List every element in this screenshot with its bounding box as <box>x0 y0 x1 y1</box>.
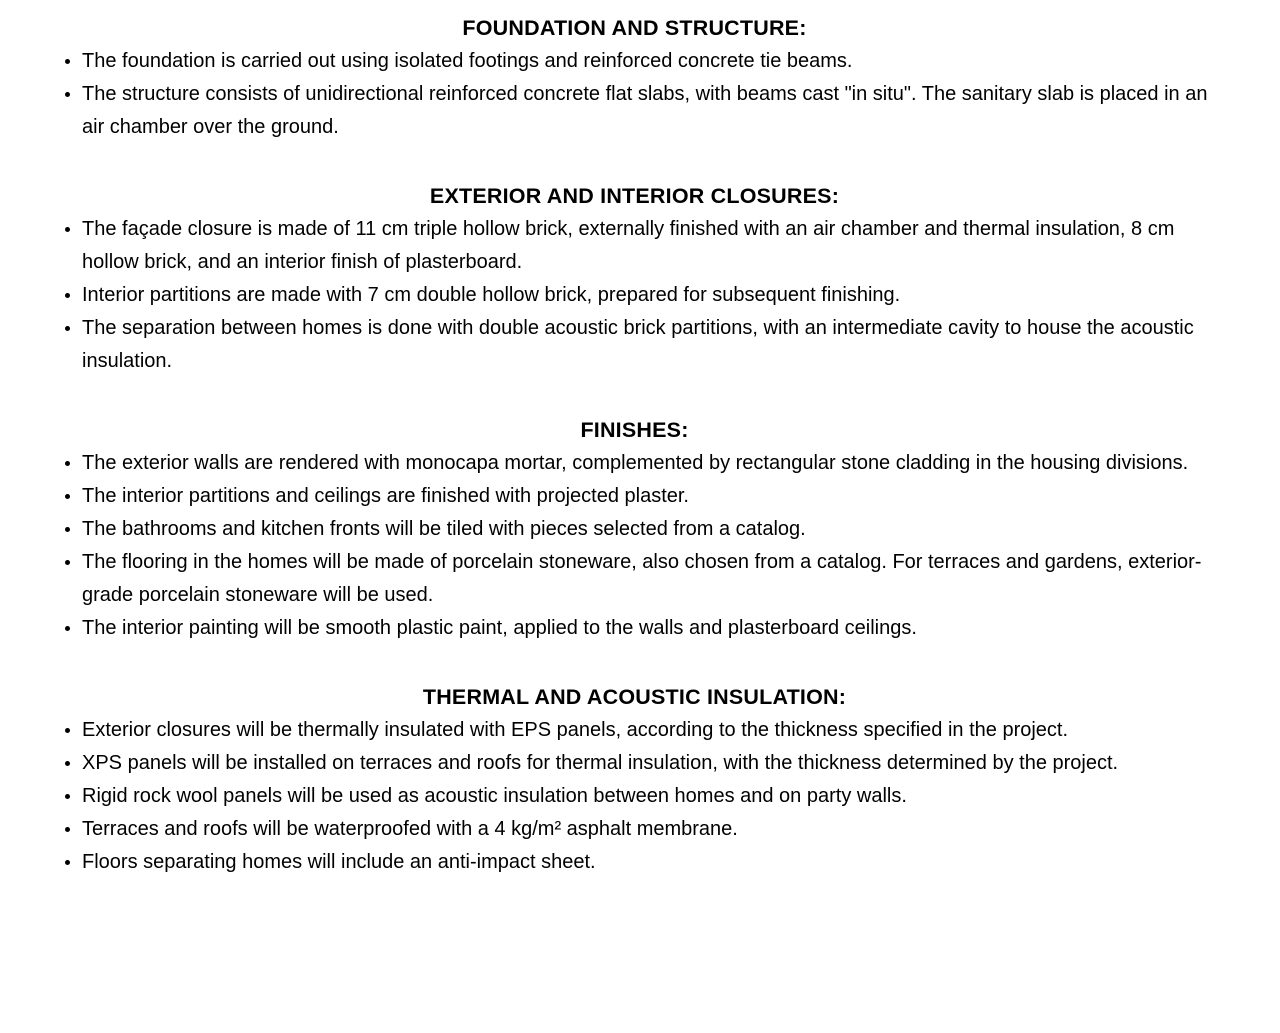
bullet-icon <box>65 326 70 331</box>
list-item <box>55 846 1214 879</box>
document-section <box>55 12 1214 144</box>
section-heading: THERMAL AND ACOUSTIC INSULATION: <box>422 685 847 709</box>
bullet-icon <box>65 494 70 499</box>
bullet-icon <box>65 560 70 565</box>
list-item <box>55 780 1214 813</box>
section-heading: FINISHES: <box>580 418 689 442</box>
bullet-text: The foundation is carried out using isolated footings and reinforced concrete tie beams. <box>82 50 853 72</box>
bullet-text: The flooring in the homes will be made of porcelain stoneware, also chosen from a catalog. For terraces and gardens, exterior-grade porcelain stoneware will be used. <box>82 551 1202 606</box>
bullet-text: Rigid rock wool panels will be used as acoustic insulation between homes and on party walls. <box>82 785 907 807</box>
bullet-text: The separation between homes is done with double acoustic brick partitions, with an intermediate cavity to house the acoustic insulation. <box>82 317 1194 372</box>
list-item <box>55 513 1214 546</box>
list-item <box>55 813 1214 846</box>
bullet-text: The interior partitions and ceilings are finished with projected plaster. <box>82 485 689 507</box>
bullet-text: The façade closure is made of 11 cm triple hollow brick, externally finished with an air chamber and thermal insulation, 8 cm hollow brick, and an interior finish of plasterboard. <box>82 218 1175 273</box>
document-section <box>55 180 1214 378</box>
bullet-icon <box>65 794 70 799</box>
bullet-text: Exterior closures will be thermally insulated with EPS panels, according to the thickness specified in the project. <box>82 719 1069 741</box>
bullet-icon <box>65 827 70 832</box>
bullet-icon <box>65 626 70 631</box>
bullet-icon <box>65 59 70 64</box>
bullet-text: Interior partitions are made with 7 cm double hollow brick, prepared for subsequent finishing. <box>82 284 901 306</box>
bullet-icon <box>65 860 70 865</box>
bullet-text: XPS panels will be installed on terraces and roofs for thermal insulation, with the thickness determined by the project. <box>82 752 1119 774</box>
list-item <box>55 612 1214 645</box>
list-item <box>55 480 1214 513</box>
bullet-icon <box>65 761 70 766</box>
bullet-text: The bathrooms and kitchen fronts will be tiled with pieces selected from a catalog. <box>82 518 806 540</box>
list-item <box>55 546 1214 612</box>
list-item <box>55 45 1214 78</box>
bullet-icon <box>65 293 70 298</box>
section-heading: FOUNDATION AND STRUCTURE: <box>462 16 807 40</box>
bullet-icon <box>65 728 70 733</box>
document-section <box>55 681 1214 879</box>
list-item <box>55 312 1214 378</box>
list-item <box>55 213 1214 279</box>
bullet-text: The exterior walls are rendered with monocapa mortar, complemented by rectangular stone cladding in the housing divisions. <box>82 452 1189 474</box>
bullet-icon <box>65 527 70 532</box>
list-item <box>55 714 1214 747</box>
document-section <box>55 414 1214 645</box>
list-item <box>55 447 1214 480</box>
bullet-icon <box>65 227 70 232</box>
list-item <box>55 747 1214 780</box>
section-heading: EXTERIOR AND INTERIOR CLOSURES: <box>429 184 840 208</box>
bullet-text: Terraces and roofs will be waterproofed with a 4 kg/m² asphalt membrane. <box>82 818 738 840</box>
bullet-text: Floors separating homes will include an anti-impact sheet. <box>82 851 596 873</box>
bullet-text: The structure consists of unidirectional reinforced concrete flat slabs, with beams cast "in situ". The sanitary slab is placed in an air chamber over the ground. <box>82 83 1208 138</box>
bullet-icon <box>65 92 70 97</box>
bullet-icon <box>65 461 70 466</box>
bullet-text: The interior painting will be smooth plastic paint, applied to the walls and plasterboard ceilings. <box>82 617 917 639</box>
list-item <box>55 78 1214 144</box>
list-item <box>55 279 1214 312</box>
